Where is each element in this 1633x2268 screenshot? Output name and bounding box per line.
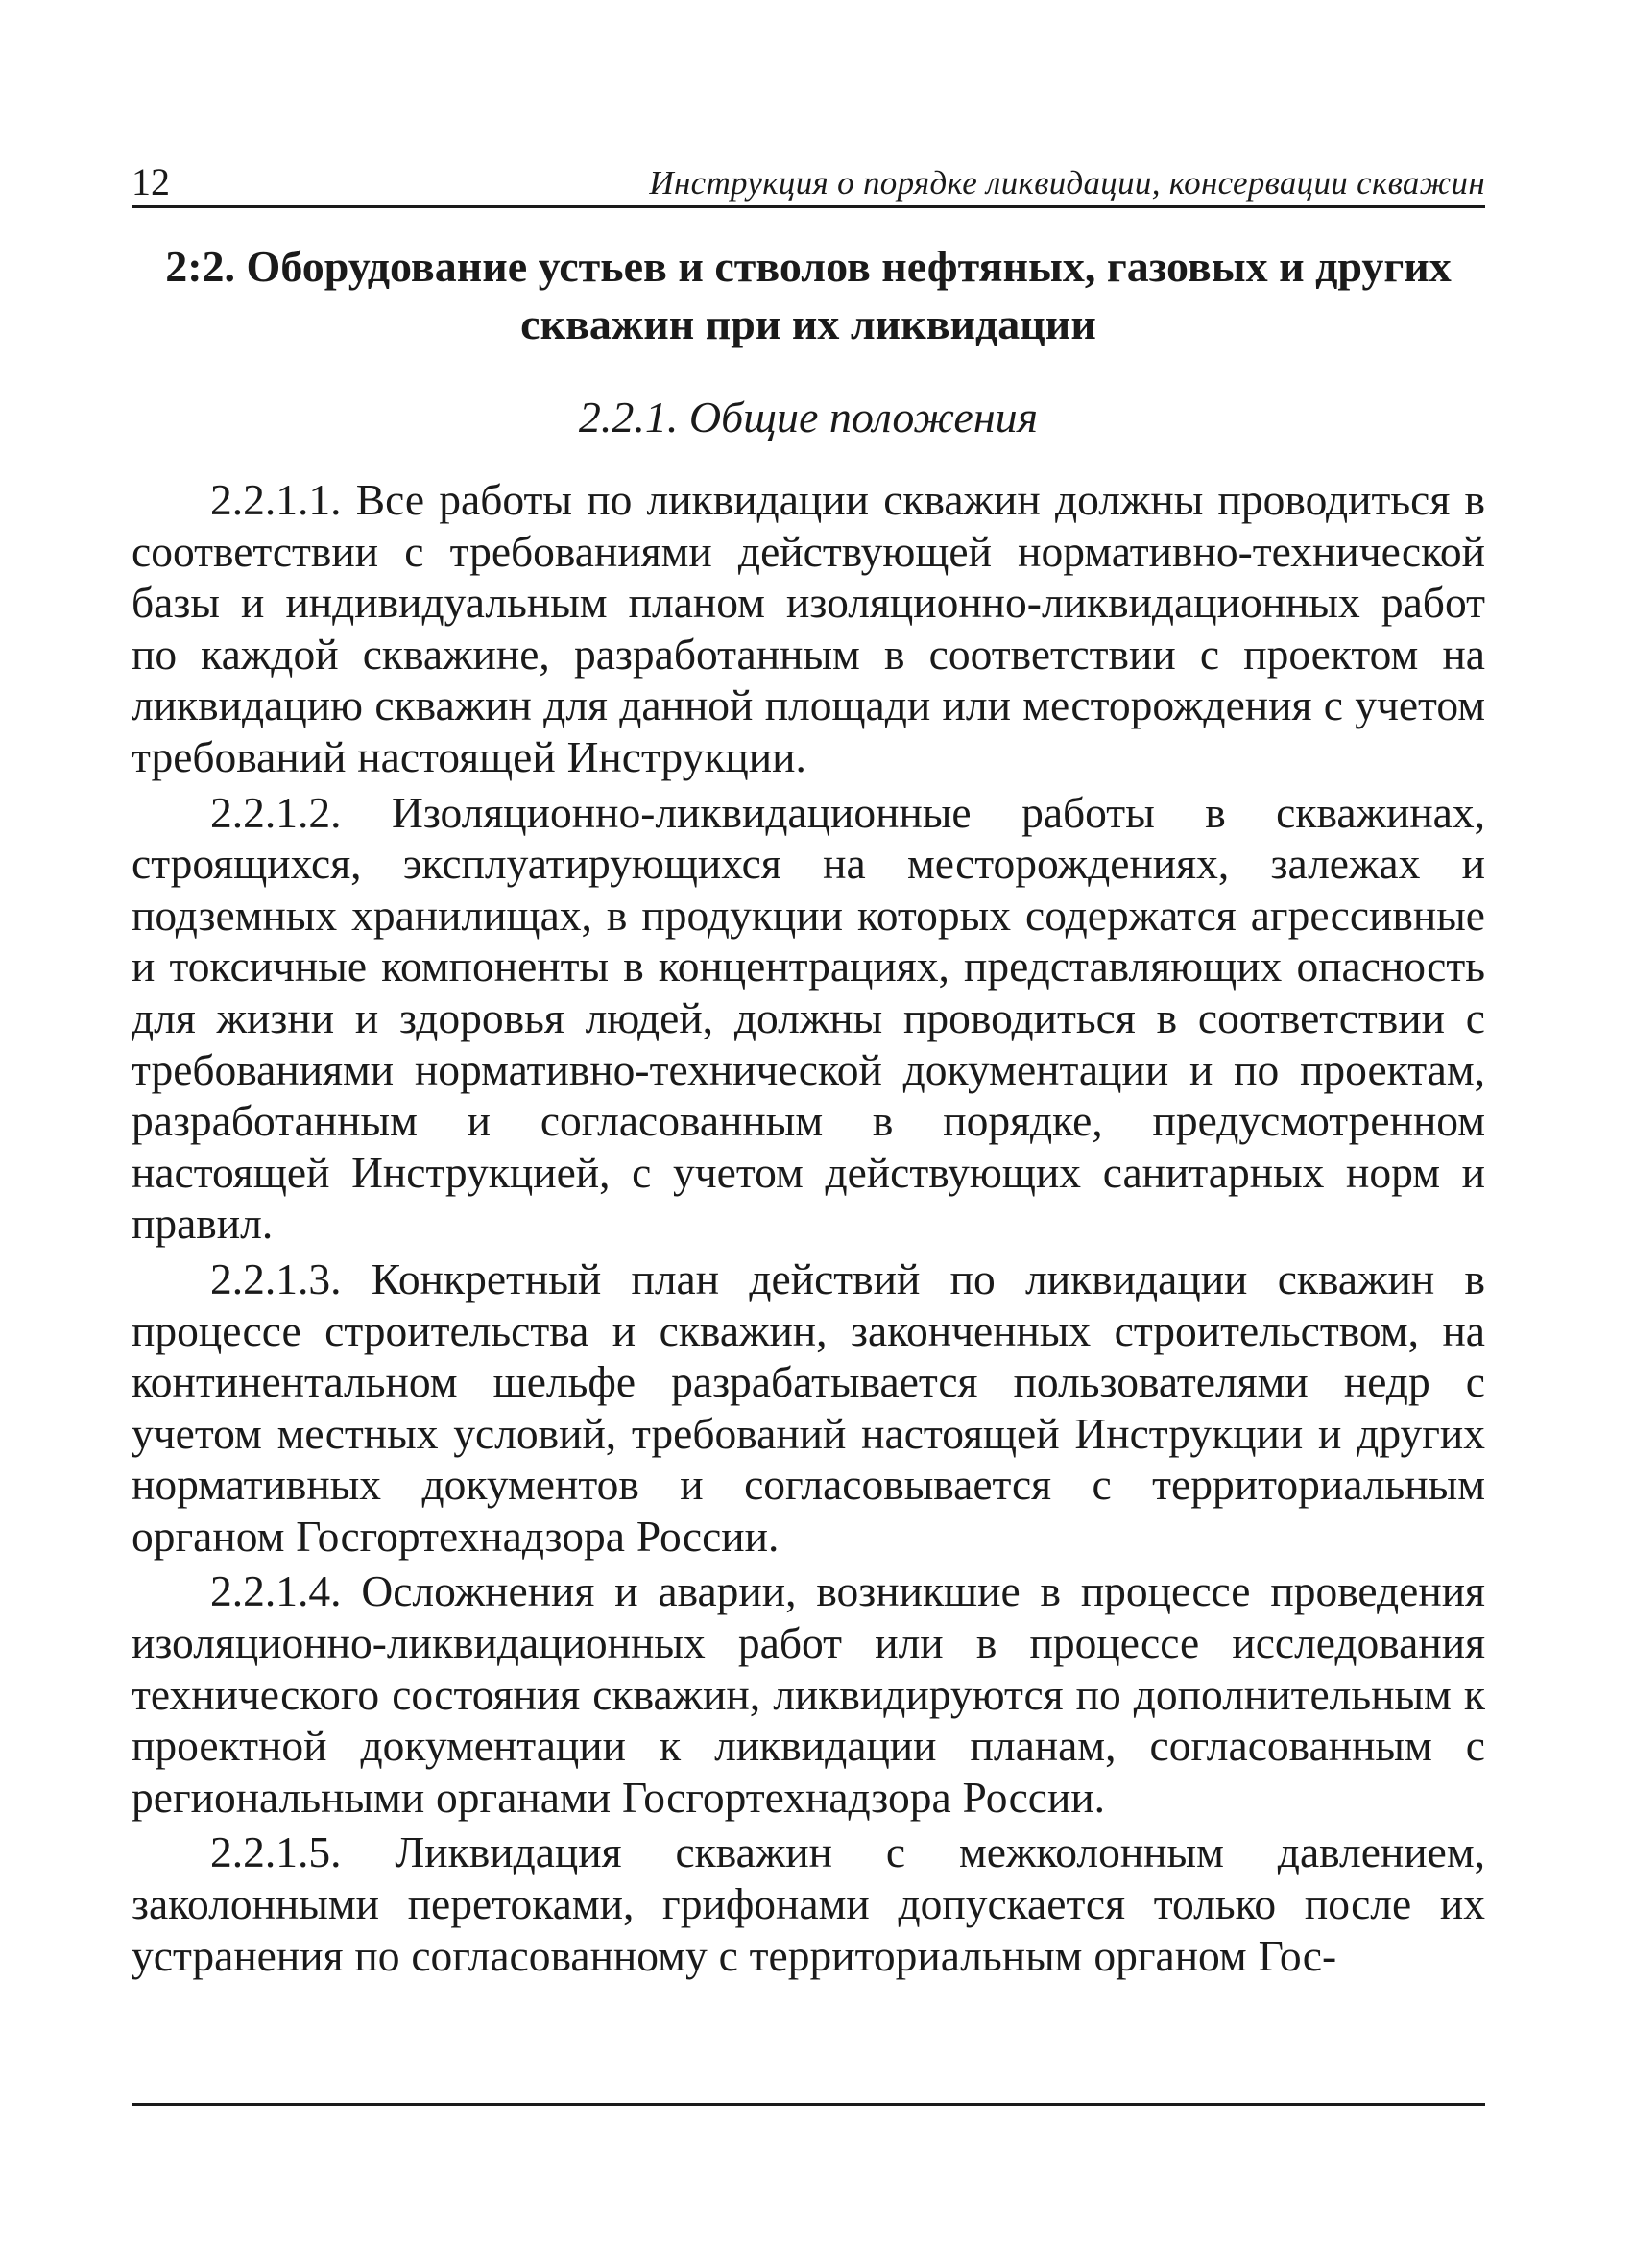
paragraph-2-2-1-2: 2.2.1.2. Изоляционно-ликвидационные работы в скважинах, строящихся, эксплуатирующихся на месторождениях, залежах и подземных хранилищах, в продукции которых содержатся агрессивные и токсичные компоненты в концентрациях, представляющих опасность для жизни и здоровья людей, должны проводиться в соответствии с требованиями нормативно-технической документации и по проектам, разработанным и согласованным в порядке, предусмотренном настоящей Инструкцией, с учетом действующих санитарных норм и правил.: [132, 787, 1485, 1249]
paragraph-2-2-1-4: 2.2.1.4. Осложнения и аварии, возникшие в процессе проведения изоляционно-ликвидационных работ или в процессе исследования технического состояния скважин, ликвидируются по дополнительным к проектной документации к ликвидации планам, согласованным с региональными органами Госгортехнадзора России.: [132, 1566, 1485, 1822]
header-divider: [132, 205, 1485, 208]
subsection-title: 2.2.1. Общие положения: [578, 393, 1039, 442]
page-header: [132, 154, 1485, 202]
paragraph-2-2-1-1: 2.2.1.1. Все работы по ликвидации скважин должны проводиться в соответствии с требованиями действующей нормативно-технической базы и индивидуальным планом изоляционно-ликвидационных работ по каждой скважине, разработанным в соответствии с проектом на ликвидацию скважин для данной площади или месторождения с учетом требований настоящей Инструкции.: [132, 475, 1485, 781]
section-title: [132, 238, 1485, 353]
page-number: 12: [132, 160, 170, 203]
paragraph-2-2-1-3: 2.2.1.3. Конкретный план действий по ликвидации скважин в процессе строительства и скважин, законченных строительством, на континентальном шельфе разрабатывается пользователями недр с учетом местных условий, требований настоящей Инструкции и других нормативных документов и согласовывается с территориальным органом Госгортехнадзора России.: [132, 1253, 1485, 1561]
paragraph-2-2-1-5: 2.2.1.5. Ликвидация скважин с межколонным давлением, заколонными перетоками, грифонами допускается только после их устранения по согласованному с территориальным органом Гос-: [132, 1827, 1485, 1980]
section-title-line-1: 2:2. Оборудование устьев и стволов нефтяных, газовых и других: [165, 242, 1452, 291]
running-title: Инструкция о порядке ликвидации, консервации скважин: [649, 164, 1485, 202]
body-text: [132, 474, 1485, 1981]
footer-divider: [132, 2103, 1485, 2106]
section-title-line-2: скважин при их ликвидации: [520, 299, 1096, 348]
